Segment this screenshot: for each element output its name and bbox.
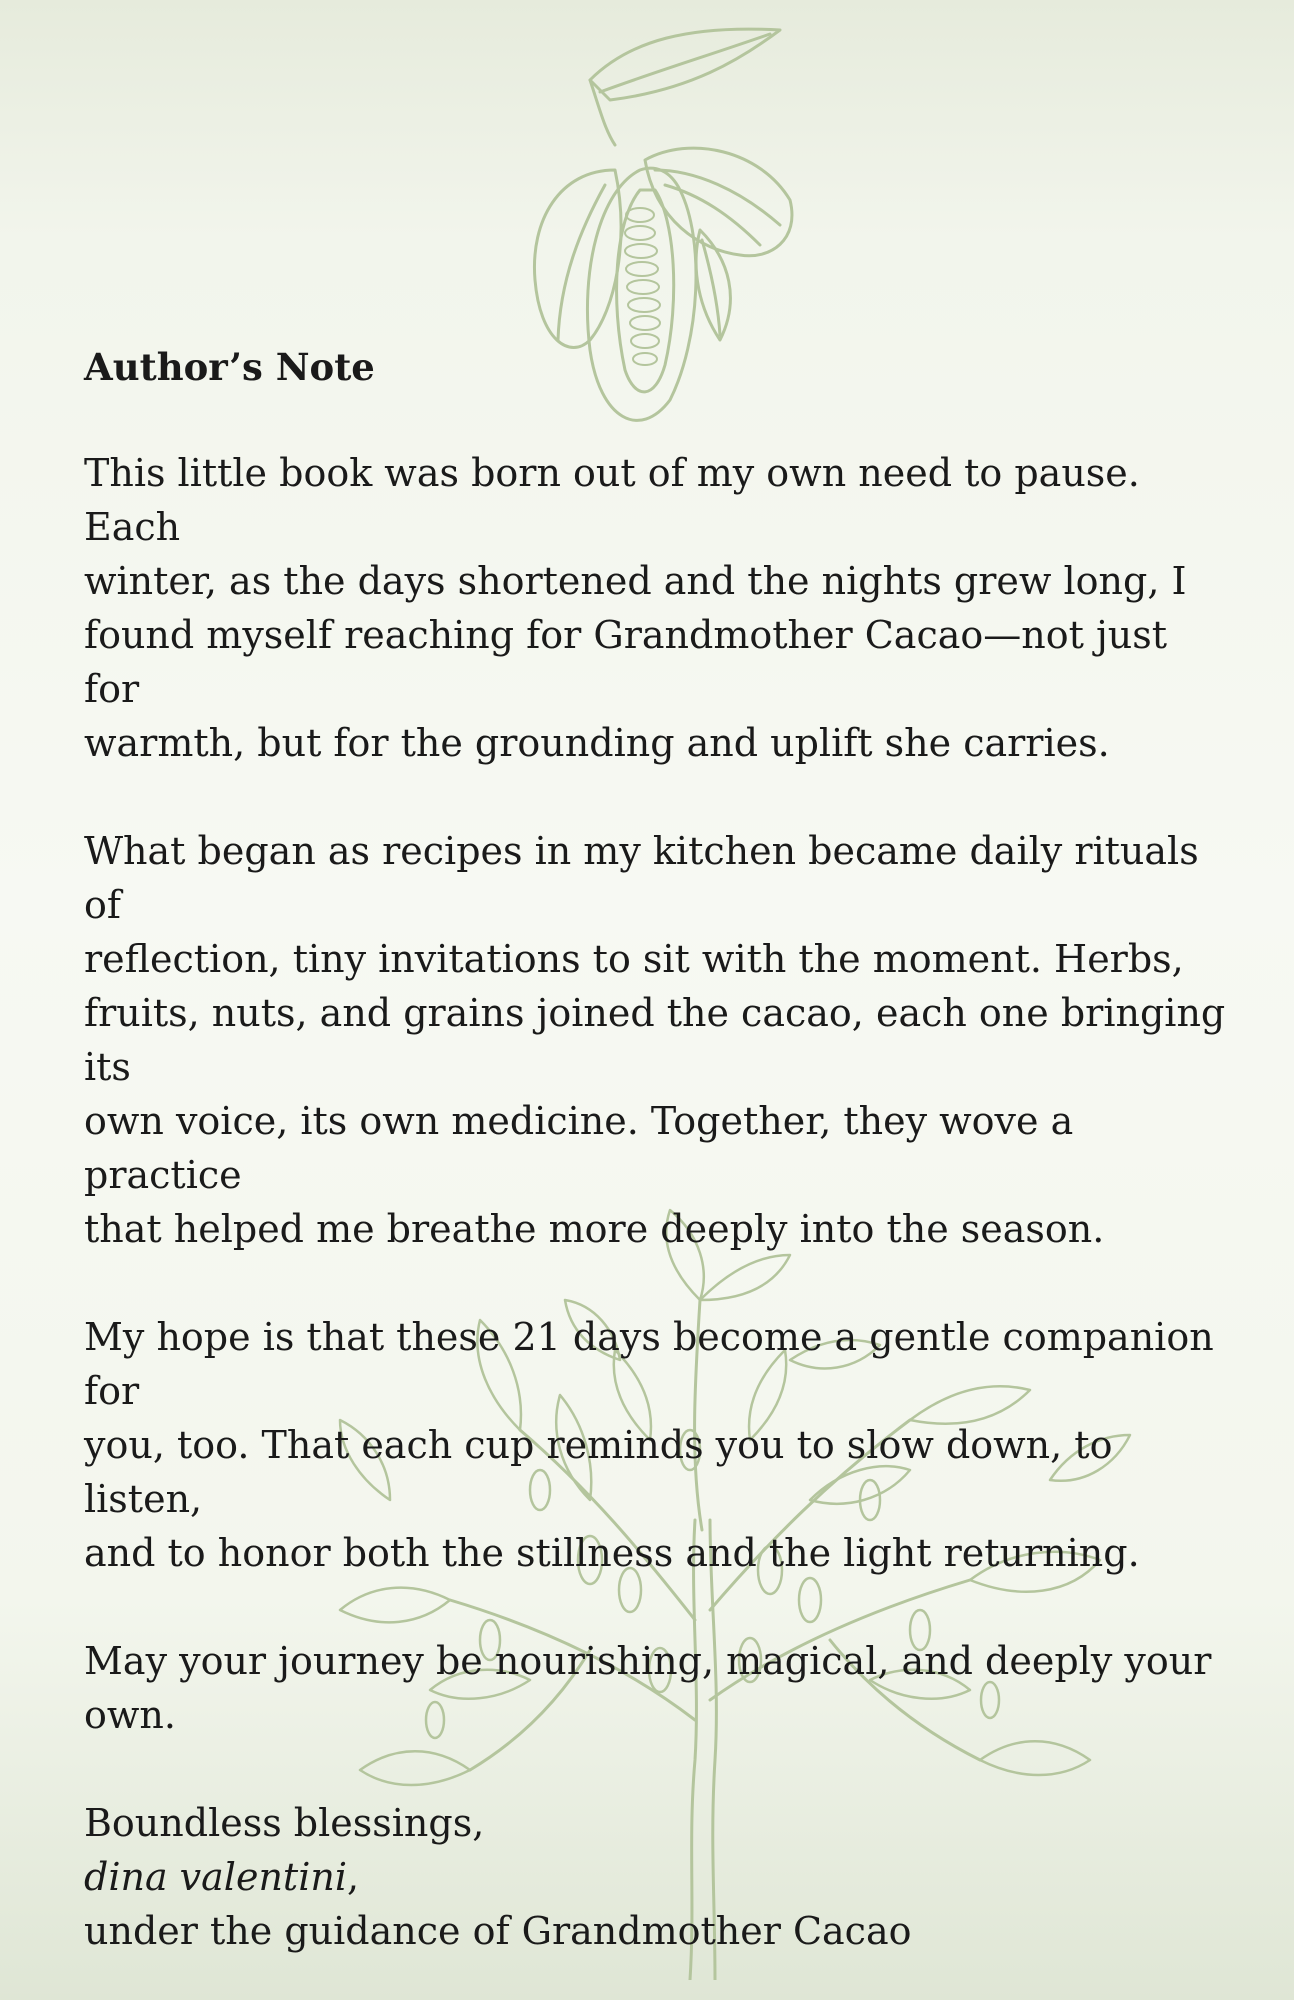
signature-name: dina valentini xyxy=(84,1855,347,1899)
page-title: Author’s Note xyxy=(84,345,375,389)
signature-comma: , xyxy=(346,1855,360,1899)
signature-line xyxy=(84,1850,1234,1904)
pod-left-icon xyxy=(534,170,621,348)
paragraph-2: What began as recipes in my kitchen became daily rituals of reflection, tiny invitations to sit with the moment. Herbs, fruits, nuts, and grains joined the cacao, each one bringing its own voice, its own medicine. Together, they wove a practice that helped me breathe more deeply into the season. xyxy=(84,829,1226,1251)
pod-right-icon xyxy=(645,148,792,256)
authors-note xyxy=(84,340,1234,1958)
closing-block xyxy=(84,1796,1234,1958)
salutation: Boundless blessings, xyxy=(84,1801,485,1845)
paragraph-3: My hope is that these 21 days become a gentle companion for you, too. That each cup reminds you to slow down, to listen, and to honor both the stillness and the light returning. xyxy=(84,1315,1214,1575)
leaf-top-icon xyxy=(590,29,780,100)
paragraph-4: May your journey be nourishing, magical, and deeply your own. xyxy=(84,1639,1212,1737)
leaf-side-icon xyxy=(696,230,730,340)
stem-icon xyxy=(590,80,615,145)
attribution: under the guidance of Grandmother Cacao xyxy=(84,1909,912,1953)
paragraph-1: This little book was born out of my own need to pause. Each winter, as the days shortened and the nights grew long, I found myself reaching for Grandmother Cacao—not just for warmth, but for the grounding and uplift she carries. xyxy=(84,451,1187,765)
